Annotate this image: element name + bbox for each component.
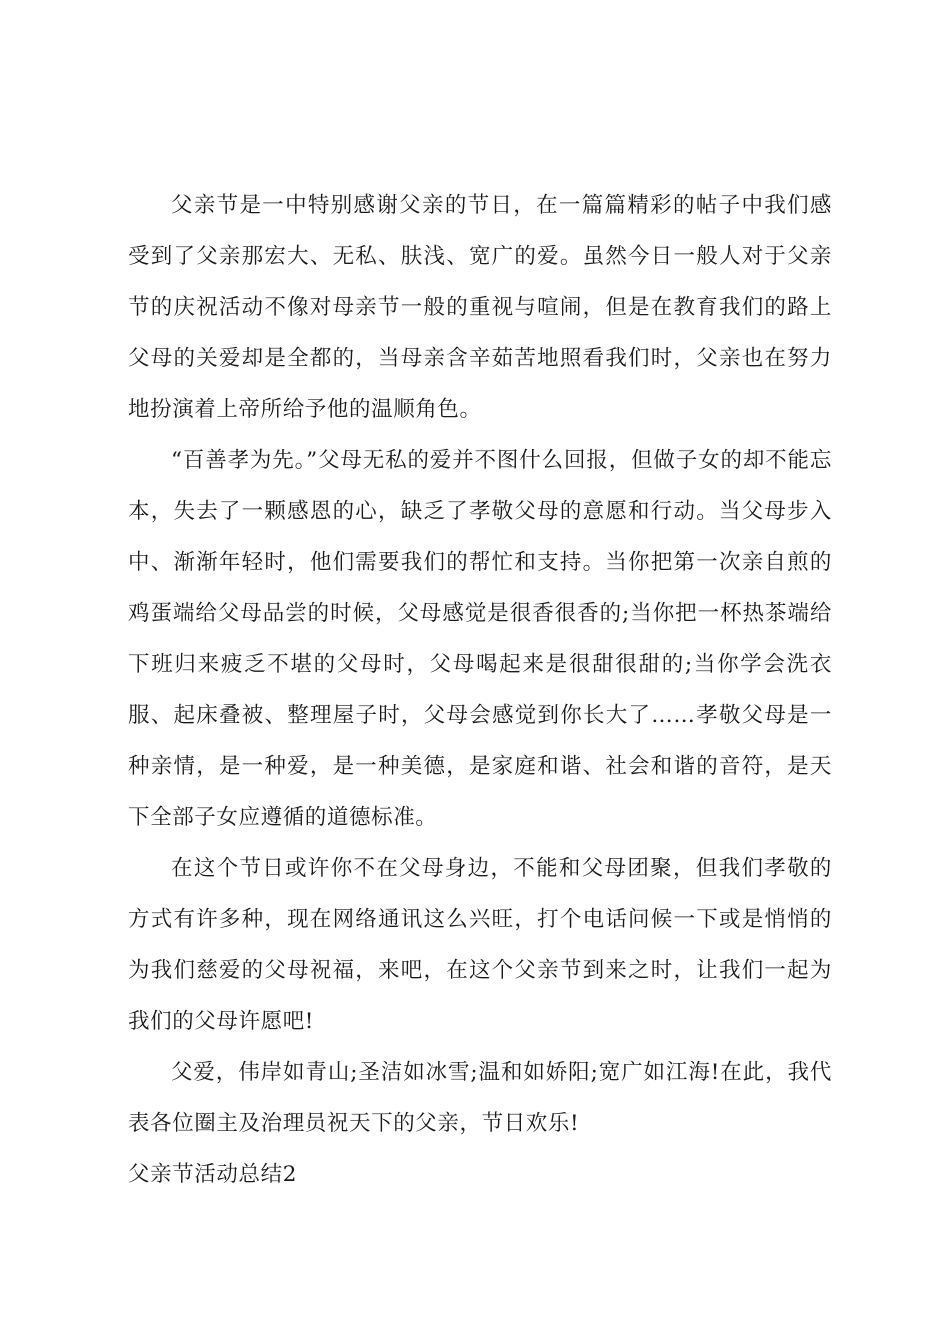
paragraph-4: 父爱，伟岸如青山;圣洁如冰雪;温和如娇阳;宽广如江海!在此，我代表各位圈主及治理员祝天下的父亲，节日欢乐! (128, 1060, 832, 1136)
paragraph-3: 在这个节日或许你不在父母身边，不能和父母团聚，但我们孝敬的方式有许多种，现在网络通讯这么兴旺，打个电话问候一下或是悄悄的为我们慈爱的父母祝福，来吧，在这个父亲节到来之时，让我们一起为我们的父母许愿吧! (128, 856, 832, 1034)
document-body (128, 180, 832, 1200)
paragraph-1: 父亲节是一中特别感谢父亲的节日，在一篇篇精彩的帖子中我们感受到了父亲那宏大、无私、肤浅、宽广的爱。虽然今日一般人对于父亲节的庆祝活动不像对母亲节一般的重视与喧闹，但是在教育我们的路上父母的关爱却是全都的，当母亲含辛茹苦地照看我们时，父亲也在努力地扮演着上帝所给予他的温顺角色。 (128, 193, 832, 422)
section-heading: 父亲节活动总结2 (128, 1162, 297, 1187)
paragraph-2: “百善孝为先。”父母无私的爱并不图什么回报，但做子女的却不能忘本，失去了一颗感恩的心，缺乏了孝敬父母的意愿和行动。当父母步入中、渐渐年轻时，他们需要我们的帮忙和支持。当你把第一次亲自煎的鸡蛋端给父母品尝的时候，父母感觉是很香很香的;当你把一杯热茶端给下班归来疲乏不堪的父母时，父母喝起来是很甜很甜的;当你学会洗衣服、起床叠被、整理屋子时，父母会感觉到你长大了……孝敬父母是一种亲情，是一种爱，是一种美德，是家庭和谐、社会和谐的音符，是天下全部子女应遵循的道德标准。 (128, 448, 832, 830)
